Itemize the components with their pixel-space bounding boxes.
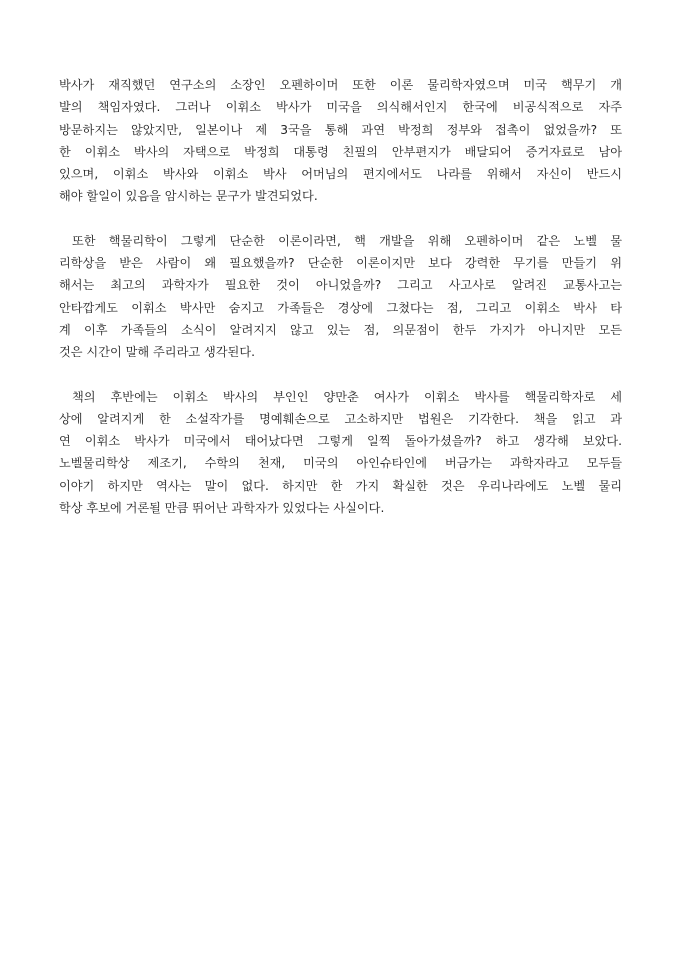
text-line: 있으며, 이휘소 박사와 이휘소 박사 어머님의 편지에서도 나라를 위해서 자신이 반드시 bbox=[59, 167, 622, 182]
text-line: 또한 핵물리학이 그렇게 단순한 이론이라면, 핵 개발을 위해 오펜하이머 같은 노벨 물 bbox=[72, 233, 622, 248]
text-line: 이야기 하지만 역사는 말이 없다. 하지만 한 가지 확실한 것은 우리나라에도 노벨 물리 bbox=[59, 478, 622, 493]
document-body bbox=[59, 74, 622, 541]
text-line: 박사가 재직했던 연구소의 소장인 오펜하이머 또한 이론 물리학자였으며 미국 핵무기 개 bbox=[59, 78, 622, 92]
text-line: 해야 할일이 있음을 암시하는 문구가 발견되었다. bbox=[59, 189, 318, 204]
text-line: 계 이후 가족들의 소식이 알려지지 않고 있는 점, 의문점이 한두 가지가 아니지만 모든 bbox=[59, 322, 622, 337]
text-line: 노벨물리학상 제조기, 수학의 천재, 미국의 아인슈타인에 버금가는 과학자라고 모두들 bbox=[59, 456, 622, 471]
text-line: 상에 알려지게 한 소설작가를 명예훼손으로 고소하지만 법원은 기각한다. 책을 읽고 과 bbox=[59, 411, 622, 426]
text-line: 안타깝게도 이휘소 박사만 숨지고 가족들은 경상에 그쳤다는 점, 그리고 이휘소 박사 타 bbox=[59, 300, 622, 315]
paragraph-1 bbox=[59, 74, 622, 208]
paragraph-2 bbox=[59, 230, 622, 364]
text-line: 해서는 최고의 과학자가 필요한 것이 아니었을까? 그리고 사고사로 알려진 교통사고는 bbox=[59, 278, 622, 293]
text-line: 책의 후반에는 이휘소 박사의 부인인 양만춘 여사가 이휘소 박사를 핵물리학자로 세 bbox=[72, 389, 622, 404]
text-line: 발의 책임자였다. 그러나 이휘소 박사가 미국을 의식해서인지 한국에 비공식적으로 자주 bbox=[59, 100, 622, 115]
text-line: 학상 후보에 거론될 만큼 뛰어난 과학자가 있었다는 사실이다. bbox=[59, 501, 385, 516]
text-line: 리학상을 받은 사람이 왜 필요했을까? 단순한 이론이지만 보다 강력한 무기를 만들기 위 bbox=[59, 256, 622, 271]
paragraph-3 bbox=[59, 386, 622, 520]
text-line: 한 이휘소 박사의 자택으로 박정희 대통령 친필의 안부편지가 배달되어 증거자료로 남아 bbox=[59, 144, 622, 159]
text-line: 것은 시간이 말해 주리라고 생각된다. bbox=[59, 345, 255, 360]
text-line: 연 이휘소 박사가 미국에서 태어났다면 그렇게 일찍 돌아가셨을까? 하고 생각해 보았다. bbox=[59, 434, 622, 449]
text-line: 방문하지는 않았지만, 일본이나 제 3국을 통해 과연 박정희 정부와 접촉이 없었을까? 또 bbox=[59, 122, 622, 137]
